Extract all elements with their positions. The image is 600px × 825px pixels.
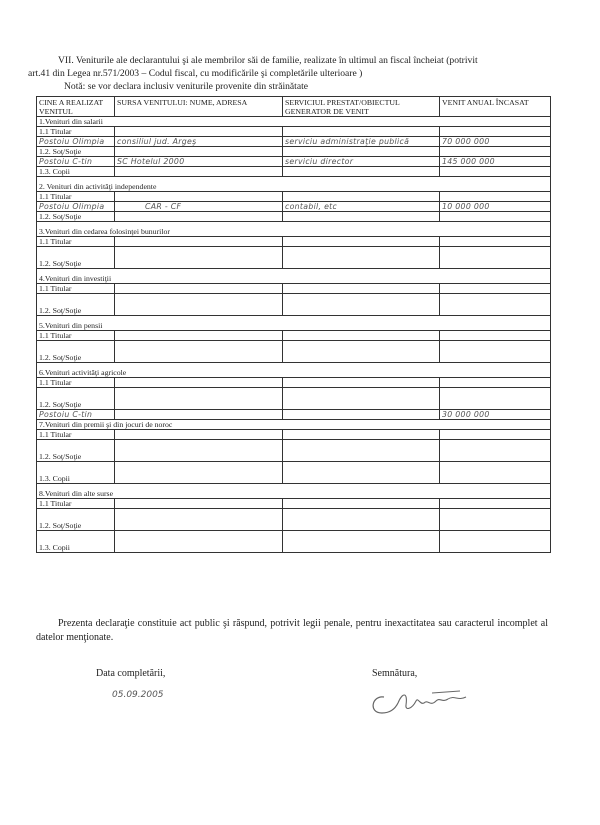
section-independent — [37, 177, 551, 192]
handwritten-name: Postoiu Olimpia — [37, 137, 115, 147]
handwritten-name: Postoiu Olimpia — [37, 202, 115, 212]
row-label: 1.2. Soţ/Soţie — [37, 341, 115, 363]
table-row — [37, 157, 551, 167]
section-rent — [37, 222, 551, 237]
section-pensions — [37, 316, 551, 331]
table-row — [37, 499, 551, 509]
handwritten-income: 70 000 000 — [440, 137, 551, 147]
table-row — [37, 192, 551, 202]
row-label: 1.2. Soţ/Soţie — [37, 212, 115, 222]
table-row — [37, 462, 551, 484]
handwritten-source: SC Hotelul 2000 — [115, 157, 283, 167]
handwritten-service: serviciu director — [283, 157, 440, 167]
table-row — [37, 430, 551, 440]
row-label: 1.2. Soţ/Soţie — [37, 440, 115, 462]
income-table — [36, 96, 551, 553]
header-who: CINE A REALIZAT VENITUL — [37, 97, 115, 117]
intro-line-2: art.41 din Legea nr.571/2003 – Codul fiscal, cu modificările şi completările ulterioare ) — [28, 68, 363, 79]
row-label: 1.1 Titular — [37, 430, 115, 440]
header-income: VENIT ANUAL ÎNCASAT — [440, 97, 551, 117]
table-row — [37, 202, 551, 212]
section-prizes — [37, 420, 551, 430]
header-row — [37, 97, 551, 117]
table-row — [37, 127, 551, 137]
table-row — [37, 237, 551, 247]
header-service: SERVICIUL PRESTAT/OBIECTUL GENERATOR DE VENIT — [283, 97, 440, 117]
row-label: 1.1 Titular — [37, 237, 115, 247]
table-row — [37, 147, 551, 157]
table-row — [37, 284, 551, 294]
table-row — [37, 410, 551, 420]
handwritten-source: consiliul jud. Argeş — [115, 137, 283, 147]
section-title: 4.Venituri din investiţii — [37, 269, 551, 284]
intro-note: Notă: se vor declara inclusiv veniturile provenite din străinătate — [64, 81, 309, 92]
row-label: 1.2. Soţ/Soţie — [37, 509, 115, 531]
row-label: 1.2. Soţ/Soţie — [37, 388, 115, 410]
table-row — [37, 341, 551, 363]
section-title: 5.Venituri din pensii — [37, 316, 551, 331]
section-agricultural — [37, 363, 551, 378]
signature-label: Semnătura, — [372, 668, 418, 679]
table-row — [37, 137, 551, 147]
row-label: 1.3. Copii — [37, 167, 115, 177]
closing-text: Prezenta declaraţie constituie act public şi răspund, potrivit legii penale, pentru inexactitatea sau caracterul incomplet al datelor menţionate. — [36, 618, 548, 643]
table-row — [37, 531, 551, 553]
row-label: 1.2. Soţ/Soţie — [37, 147, 115, 157]
section-title: 1.Venituri din salarii — [37, 117, 551, 127]
section-title: 2. Venituri din activităţi independente — [37, 177, 551, 192]
handwritten-income: 145 000 000 — [440, 157, 551, 167]
intro-text — [28, 54, 568, 93]
row-label: 1.1 Titular — [37, 499, 115, 509]
header-source: SURSA VENITULUI: NUME, ADRESA — [115, 97, 283, 117]
table-row — [37, 212, 551, 222]
row-label: 1.1 Titular — [37, 284, 115, 294]
row-label: 1.3. Copii — [37, 531, 115, 553]
section-title: 3.Venituri din cedarea folosinţei bunurilor — [37, 222, 551, 237]
row-label: 1.2. Soţ/Soţie — [37, 294, 115, 316]
handwritten-income: 30 000 000 — [440, 410, 551, 420]
table-row — [37, 294, 551, 316]
table-row — [37, 167, 551, 177]
date-label: Data completării, — [96, 668, 166, 679]
intro-line-1: VII. Veniturile ale declarantului şi ale membrilor săi de familie, realizate în ultimul an fiscal încheiat (potrivit — [58, 55, 478, 66]
row-label: 1.2. Soţ/Soţie — [37, 247, 115, 269]
section-salaries — [37, 117, 551, 127]
handwritten-income: 10 000 000 — [440, 202, 551, 212]
handwritten-source: CAR - CF — [115, 202, 283, 212]
handwritten-service: contabil, etc — [283, 202, 440, 212]
table-row — [37, 378, 551, 388]
table-row — [37, 509, 551, 531]
handwritten-name: Postoiu C-tin — [37, 157, 115, 167]
row-label: 1.1 Titular — [37, 378, 115, 388]
handwritten-signature — [362, 683, 482, 722]
row-label: 1.1 Titular — [37, 192, 115, 202]
section-investments — [37, 269, 551, 284]
row-label: 1.3. Copii — [37, 462, 115, 484]
table-row — [37, 331, 551, 341]
table-row — [37, 247, 551, 269]
handwritten-name: Postoiu C-tin — [37, 410, 115, 420]
handwritten-service: serviciu administraţie publică — [283, 137, 440, 147]
table-row — [37, 388, 551, 410]
section-other — [37, 484, 551, 499]
row-label: 1.1 Titular — [37, 127, 115, 137]
completion-date: 05.09.2005 — [112, 690, 164, 700]
row-label: 1.1 Titular — [37, 331, 115, 341]
closing-statement — [36, 617, 548, 645]
table-row — [37, 440, 551, 462]
section-title: 7.Venituri din premii şi din jocuri de noroc — [37, 420, 551, 430]
section-title: 8.Venituri din alte surse — [37, 484, 551, 499]
section-title: 6.Venituri activităţi agricole — [37, 363, 551, 378]
